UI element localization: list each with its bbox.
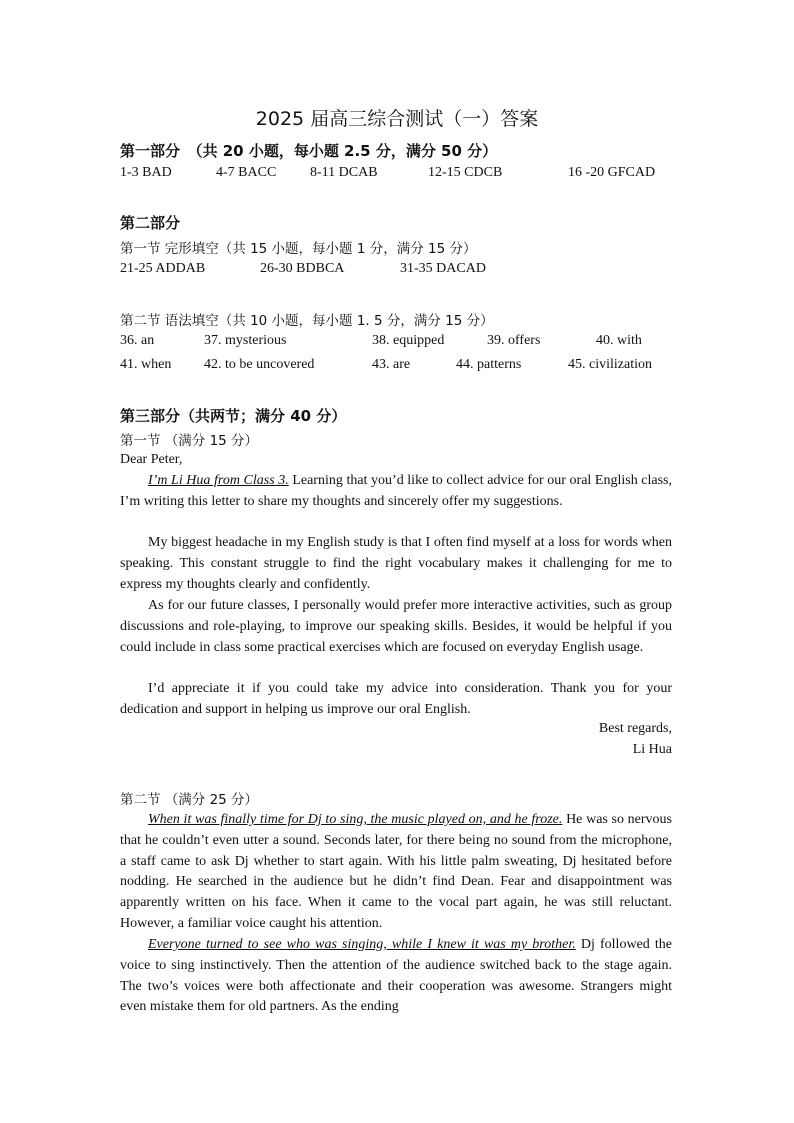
letter-paragraph-2-text: My biggest headache in my English study is that I often find myself at a loss for words when speaking. This constant struggle to find the right vocabulary makes it challenging for me to express my thoughts clearly and confidently.: [120, 535, 672, 592]
letter-lead-sentence: I’m Li Hua from Class 3.: [148, 473, 289, 488]
letter-paragraph-3: [120, 596, 672, 658]
answer-item: 40. with: [596, 333, 642, 348]
part3-heading: 第三部分（共两节；满分 40 分）: [120, 407, 347, 425]
answer-item: 39. offers: [487, 333, 541, 348]
part1-answer-row: [0, 165, 794, 185]
part3-section2-heading: 第二节 （满分 25 分）: [120, 792, 259, 808]
answer-group: 1-3 BAD: [120, 165, 172, 180]
story-lead-sentence: When it was finally time for Dj to sing, the music played on, and he froze.: [148, 812, 563, 827]
part2-heading: 第二部分: [120, 214, 181, 232]
letter-paragraph-4: [120, 679, 672, 721]
answer-item: 36. an: [120, 333, 155, 348]
answer-group: 21-25 ADDAB: [120, 261, 206, 276]
answer-group: 31-35 DACAD: [400, 261, 486, 276]
answer-item: 41. when: [120, 357, 172, 372]
answer-group: 16 -20 GFCAD: [568, 165, 656, 180]
answer-group: 8-11 DCAB: [310, 165, 378, 180]
letter-closing: Best regards,: [598, 721, 672, 736]
letter-paragraph-1: [120, 471, 672, 513]
story-lead-sentence: Everyone turned to see who was singing, while I knew it was my brother.: [148, 937, 576, 952]
part1-heading: 第一部分 （共 20 小题，每小题 2.5 分，满分 50 分）: [120, 142, 498, 160]
answer-group: 4-7 BACC: [216, 165, 277, 180]
answer-item: 44. patterns: [456, 357, 522, 372]
letter-paragraph-2: [120, 533, 672, 595]
letter-paragraph-4-text: I’d appreciate it if you could take my advice into consideration. Thank you for your dedication and support in helping us improve our oral English.: [120, 681, 672, 717]
part3-section1-heading: 第一节 （满分 15 分）: [120, 433, 259, 449]
part2-section2-answer-row: [0, 333, 794, 353]
letter-signature: Li Hua: [632, 742, 672, 757]
story-paragraph-1-text: He was so nervous that he couldn’t even utter a sound. Seconds later, for there being no sound from the microphone, a staff came to ask Dj whether to start again. With his little palm sweating, Dj hesitated before nodding. He searched in the audience but he didn’t find Dean. Fear and disappointment was apparently written on his face. When it came to the vocal part again, he was still reluctant. However, a familiar voice caught his attention.: [120, 812, 672, 931]
story-paragraph-2-text: Dj followed the voice to sing instinctively. Then the attention of the audience switched back to the stage again. The two’s voices were both affectionate and their cooperation was awesome. Strangers might even mistake them for old partners. As the ending: [120, 937, 672, 1015]
part2-section2-answer-row: [0, 357, 794, 377]
story-paragraph-1: [120, 810, 672, 935]
answer-group: 26-30 BDBCA: [260, 261, 345, 276]
answer-item: 42. to be uncovered: [204, 357, 315, 372]
story-paragraph-2: [120, 935, 672, 1018]
part2-section1-heading: 第一节 完形填空（共 15 小题，每小题 1 分，满分 15 分）: [120, 241, 477, 257]
letter-salutation: Dear Peter,: [120, 452, 183, 467]
page-title: 2025 届高三综合测试（一）答案: [255, 108, 539, 130]
answer-item: 43. are: [372, 357, 411, 372]
part2-section1-answer-row: [0, 261, 794, 281]
answer-item: 38. equipped: [372, 333, 445, 348]
answer-group: 12-15 CDCB: [428, 165, 503, 180]
letter-paragraph-3-text: As for our future classes, I personally would prefer more interactive activities, such as group discussions and role-playing, to improve our speaking skills. Besides, it would be helpful if you could include in class some practical exercises which are focused on everyday English usage.: [120, 598, 672, 655]
answer-item: 37. mysterious: [204, 333, 287, 348]
part2-section2-heading: 第二节 语法填空（共 10 小题，每小题 1. 5 分，满分 15 分）: [120, 313, 494, 329]
letter-paragraph-1-text: Learning that you’d like to collect advice for our oral English class, I’m writing this letter to share my thoughts and sincerely offer my suggestions.: [120, 473, 672, 509]
answer-item: 45. civilization: [568, 357, 652, 372]
